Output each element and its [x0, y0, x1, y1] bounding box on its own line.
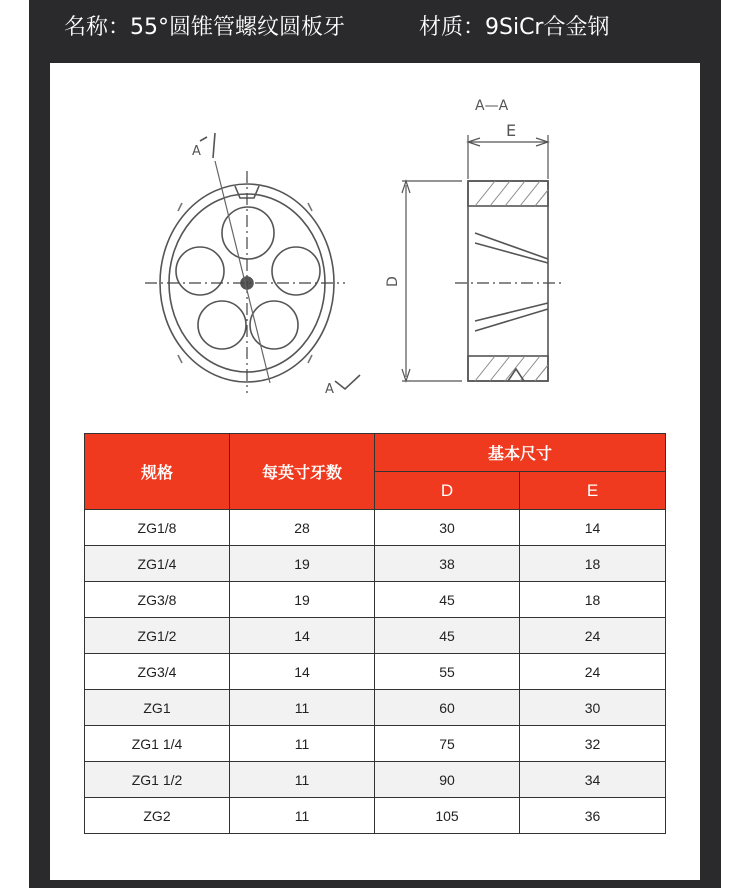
cell-d: 60: [375, 690, 520, 726]
header-e: E: [520, 472, 666, 510]
table-row: [85, 582, 666, 618]
cell-tpi: 14: [230, 654, 375, 690]
table-row: [85, 654, 666, 690]
section-label: A—A: [475, 98, 509, 114]
product-name: 名称：55°圆锥管螺纹圆板牙: [64, 15, 345, 40]
cell-d: 90: [375, 762, 520, 798]
table-row: [85, 510, 666, 546]
cell-d: 38: [375, 546, 520, 582]
cut-label-bottom: A: [325, 382, 334, 397]
cell-spec: ZG1/8: [85, 510, 230, 546]
cell-d: 105: [375, 798, 520, 834]
cell-tpi: 11: [230, 798, 375, 834]
cell-d: 45: [375, 618, 520, 654]
cell-d: 30: [375, 510, 520, 546]
product-material: 材质：9SiCr合金钢: [419, 15, 610, 40]
header-spec: 规格: [85, 434, 230, 510]
title-bar: [29, 0, 721, 58]
cut-label-top: A: [192, 144, 201, 159]
cell-d: 75: [375, 726, 520, 762]
table-row: [85, 546, 666, 582]
cell-tpi: 11: [230, 762, 375, 798]
cell-spec: ZG3/8: [85, 582, 230, 618]
cell-tpi: 19: [230, 546, 375, 582]
header-tpi: 每英寸牙数: [230, 434, 375, 510]
cell-e: 32: [520, 726, 666, 762]
cell-spec: ZG3/4: [85, 654, 230, 690]
cell-tpi: 11: [230, 726, 375, 762]
cell-spec: ZG2: [85, 798, 230, 834]
cell-e: 24: [520, 654, 666, 690]
die-section-view: [468, 181, 548, 381]
cell-tpi: 11: [230, 690, 375, 726]
cell-d: 45: [375, 582, 520, 618]
dimension-d-label: D: [385, 276, 401, 287]
cell-d: 55: [375, 654, 520, 690]
cell-tpi: 28: [230, 510, 375, 546]
cell-spec: ZG1 1/4: [85, 726, 230, 762]
cell-e: 24: [520, 618, 666, 654]
cell-spec: ZG1/4: [85, 546, 230, 582]
cell-spec: ZG1 1/2: [85, 762, 230, 798]
table-row: [85, 690, 666, 726]
cell-e: 30: [520, 690, 666, 726]
spec-table: [84, 433, 666, 834]
header-d: D: [375, 472, 520, 510]
table-row: [85, 618, 666, 654]
cell-tpi: 14: [230, 618, 375, 654]
cell-spec: ZG1/2: [85, 618, 230, 654]
cell-e: 36: [520, 798, 666, 834]
cell-spec: ZG1: [85, 690, 230, 726]
cell-e: 34: [520, 762, 666, 798]
dimension-e-label: E: [506, 121, 517, 140]
cell-e: 18: [520, 546, 666, 582]
table-row: [85, 726, 666, 762]
technical-drawing: [50, 63, 700, 423]
cell-e: 14: [520, 510, 666, 546]
cell-tpi: 19: [230, 582, 375, 618]
table-row: [85, 762, 666, 798]
table-row: [85, 798, 666, 834]
header-basic-size: 基本尺寸: [375, 434, 666, 472]
cell-e: 18: [520, 582, 666, 618]
